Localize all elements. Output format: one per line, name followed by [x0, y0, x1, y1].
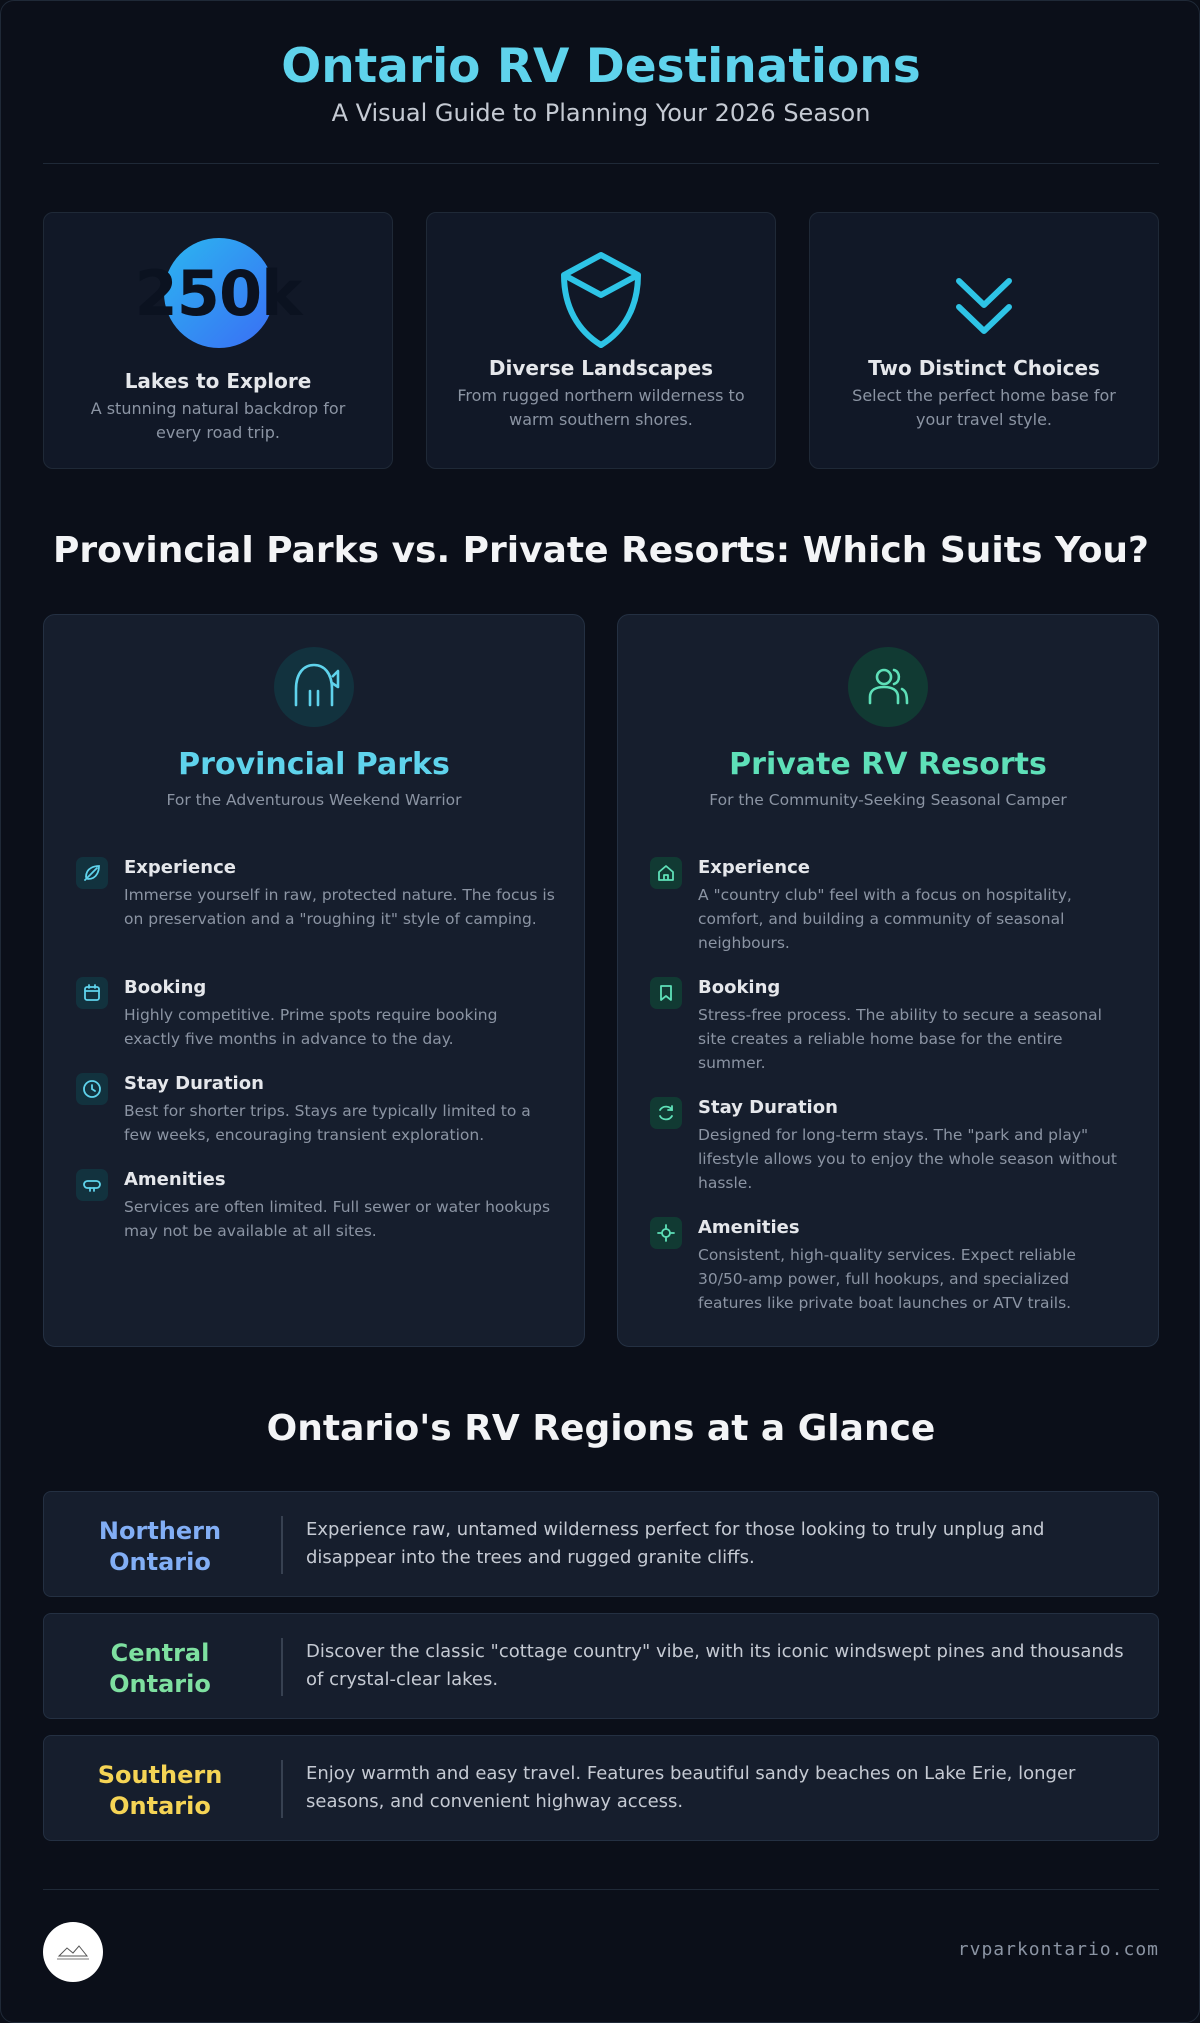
- stat-description: From rugged northern wilderness to warm southern shores.: [457, 386, 745, 429]
- card-title: Provincial Parks: [178, 747, 450, 782]
- feature-description: Services are often limited. Full sewer or water hookups may not be available at all sites.: [124, 1198, 551, 1240]
- feature-description: A "country club" feel with a focus on hospitality, comfort, and building a community of seasonal neighbours.: [698, 886, 1072, 952]
- brand-logo[interactable]: [43, 1922, 103, 1982]
- feature-title: Amenities: [698, 1217, 800, 1238]
- region-description: Discover the classic "cottage country" vibe, with its iconic windswept pines and thousands of crystal-clear lakes.: [306, 1641, 1124, 1690]
- card-title: Private RV Resorts: [729, 747, 1047, 782]
- feature-description: Immerse yourself in raw, protected nature. The focus is on preservation and a "roughing it" style of camping.: [124, 886, 555, 928]
- footer-divider: [43, 1889, 1159, 1890]
- region-central: [43, 1613, 1159, 1719]
- lakes-count: 250k: [134, 257, 302, 330]
- feature-description: Stress-free process. The ability to secure a seasonal site creates a reliable home base for the entire summer.: [698, 1006, 1102, 1072]
- region-name-line: Northern: [98, 1517, 222, 1545]
- page-title: Ontario RV Destinations: [281, 39, 921, 94]
- stat-description: A stunning natural backdrop for every road trip.: [90, 399, 346, 442]
- feature-title: Experience: [698, 857, 810, 878]
- page-subtitle: A Visual Guide to Planning Your 2026 Season: [331, 99, 871, 127]
- stat-title: Diverse Landscapes: [488, 356, 714, 380]
- sparkle-icon: [650, 1217, 682, 1249]
- bookmark-icon: [650, 977, 682, 1009]
- region-name-line: Southern: [97, 1761, 223, 1789]
- region-name-line: Central: [110, 1639, 210, 1667]
- plug-icon: [76, 1169, 108, 1201]
- region-name: [44, 1760, 276, 1822]
- regions-heading: Ontario's RV Regions at a Glance: [266, 1408, 936, 1449]
- feature-description: Highly competitive. Prime spots require booking exactly five months in advance to the day.: [124, 1006, 498, 1048]
- shield-icon: [556, 249, 646, 349]
- stat-card-choices: [809, 212, 1159, 469]
- provincial-parks-card: [43, 614, 585, 1347]
- region-description: Experience raw, untamed wilderness perfect for those looking to truly unplug and disappear into the trees and rugged granite cliffs.: [306, 1519, 1045, 1568]
- region-name: [44, 1638, 276, 1700]
- region-southern: [43, 1735, 1159, 1841]
- card-subtitle: For the Community-Seeking Seasonal Camper: [709, 791, 1067, 809]
- double-chevron-down-icon: [949, 273, 1019, 343]
- region-divider: [281, 1516, 283, 1574]
- card-subtitle: For the Adventurous Weekend Warrior: [166, 791, 462, 809]
- website-link[interactable]: rvparkontario.com: [957, 1939, 1159, 1960]
- feature-title: Booking: [124, 977, 207, 998]
- private-resorts-card: [617, 614, 1159, 1347]
- header-divider: [43, 163, 1159, 164]
- feature-title: Stay Duration: [124, 1073, 264, 1094]
- refresh-icon: [650, 1097, 682, 1129]
- comparison-heading: Provincial Parks vs. Private Resorts: Which Suits You?: [53, 530, 1149, 571]
- stat-title: Two Distinct Choices: [868, 356, 1100, 380]
- feature-description: Designed for long-term stays. The "park and play" lifestyle allows you to enjoy the whole season without hassle.: [698, 1126, 1117, 1192]
- feature-title: Experience: [124, 857, 236, 878]
- feature-title: Booking: [698, 977, 781, 998]
- stat-card-lakes: [43, 212, 393, 469]
- users-icon: [848, 647, 928, 727]
- calendar-icon: [76, 977, 108, 1009]
- stat-description: Select the perfect home base for your travel style.: [852, 386, 1116, 429]
- region-northern: [43, 1491, 1159, 1597]
- region-divider: [281, 1760, 283, 1818]
- region-name-line: Ontario: [109, 1670, 211, 1698]
- region-description: Enjoy warmth and easy travel. Features beautiful sandy beaches on Lake Erie, longer seasons, and convenient highway access.: [306, 1763, 1076, 1812]
- region-name-line: Ontario: [109, 1792, 211, 1820]
- stat-title: Lakes to Explore: [124, 369, 312, 393]
- region-name-line: Ontario: [109, 1548, 211, 1576]
- region-name: [44, 1516, 276, 1578]
- clock-icon: [76, 1073, 108, 1105]
- feature-description: Consistent, high-quality services. Expect reliable 30/50-amp power, full hookups, and specialized features like private boat launches or ATV trails.: [698, 1246, 1076, 1312]
- tent-icon: [274, 647, 354, 727]
- region-divider: [281, 1638, 283, 1696]
- feature-title: Stay Duration: [698, 1097, 838, 1118]
- feature-description: Best for shorter trips. Stays are typically limited to a few weeks, encouraging transient exploration.: [124, 1102, 531, 1144]
- home-icon: [650, 857, 682, 889]
- stat-card-landscapes: [426, 212, 776, 469]
- feather-icon: [76, 857, 108, 889]
- feature-title: Amenities: [124, 1169, 226, 1190]
